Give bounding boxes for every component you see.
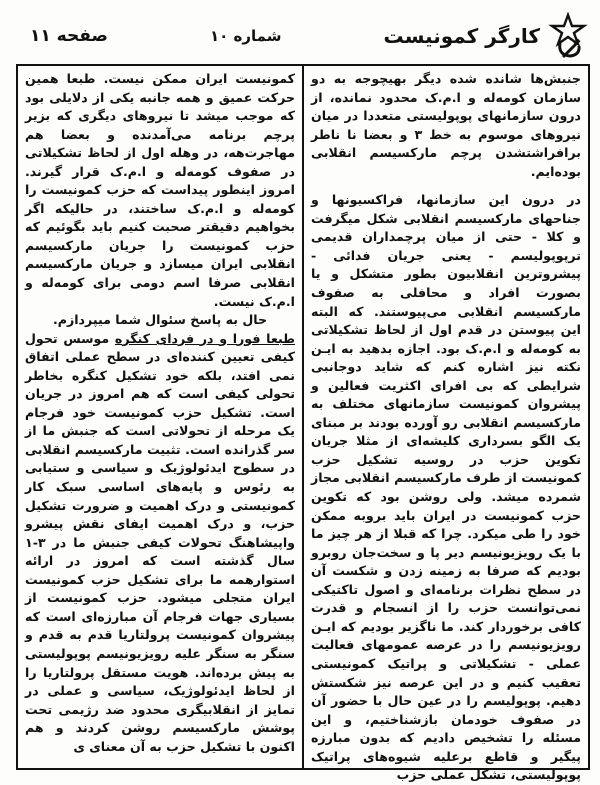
left-paragraph-3-text: موسس تحول کیفی تعیین کننده‌ای در سطح عملی اتفاق نمی افتد، بلکه خود تشکیل کنگره بخاطر تحولی کیفی است که هم امروز در جریان است. تشکیل حزب کمونیست خود فرجام یک مرحله از تحولاتی است که جنبش ما از سر گذرانده است. تثبیت مارکسیسم انقلابی در سطوح ایدئولوژیک و سیاسی و ستیابی به رئوس و پایه‌های اساسی سبک کار کمونیستی و درک اهمیت و ضرورت تشکیل حزب، و درک اهمیت ایفای نقش پیشرو واپیشاهنگ تحولات کیفی جنبش ما در ۳-۱ سال گذشته است که امروز در ارائه استوارهمه ما برای تشکیل حزب کمونیست ایران متجلی میشود. حزب کمونیست از بسیاری جهات فرجام آن مبارزه‌ای است که پیشروان کمونیست پرولتاریا قدم به قدم و سنگر به سنگر علیه رویزیونیسم پوپولیستی به پیش برده‌اند. هویت مستقل پرولتاریا را از لحاظ ایدئولوژیک، سیاسی و عملی در تمایز از انقلابیگری محدود ضد رژیمی تحت پوشش مارکسیسم روشن کردند و هم اکنون با تشکیل حزب به آن معنای ی: [25, 330, 295, 754]
right-paragraph-1: جنبش‌ها شانده شده دیگر بهیچوجه به دو سازمان کومه‌له و ا.م.ک محدود نمانده، از درون سازمانهای پوپولیستی متعددا در میان نیروهای موسوم به خط ۳ و بعضا نا ناطر برافراشتشدن پرچم مارکسیسم انقلابی بوده‌ایم.: [311, 71, 581, 179]
right-paragraph-2: در درون این سازمانها، فراکسیونها و جناحهای مارکسیسم انقلابی شکل میگرفت و کلا - حتی از میان پرچمداران قدیمی ترپوپولیسم - یعنی جریان فدائی - پیشروترین انقلابیون بطور متشکل و یا بصورت افراد و محافلی به صفوف مارکسیسم انقلابی می‌پیوستند. که البته این پیوستن در قدم اول از لحاظ تشکیلاتی به کومه‌له و ا.م.ک بود. اجازه بدهید به ایـن نکته نیز اشاره کنم که شاید دوجانبی شرایطی که بی افرای اکثریت فعالین و پیشروان کمونیست سازمانهای مختلف به مارکسیسم انقلابی رو آورده بودند بر مبنای یک الگو بسرداری کلیشه‌ای از مثلا جریان تکوین حزب در روسیه تشکیل حزب کمونیست از طرف مارکسیسم انقلابی مجاز شمرده میشد. ولی روشن بود که تکوین حزب کمونیست در ایران باید بروبه ممکن خود را طی میکرد. چرا که قبلا از هر چیز ما با یک رویزیونیسم دیر پا و سخت‌جان روبرو بودیم که صرفا به زمینه زدن و شکست آن در سطح نظرات برنامه‌ای و اصول تاکتیکی نمی‌توانست حزب را از انسجام و قدرت کافی برخوردار کند. ما ناگزیر بودیم که ایـن رویزیونیسم را در عرصه عمومهای فعالیت عملی - تشکیلاتی و پراتیک کمونیستی تعقیب کنیم و در این عرصه نیز شکستش دهیم. پوپولیسم را در عین حال با حضور آن در صفوف خودمان بازشناختیم، و این مسئله را تشخیص دادیم که بدون مبارزه پیگیر و قاطع برعلیه شیوه‌های پراتیک پوپولیستی، تشکل عملی حزب: [311, 192, 581, 783]
hammer-sickle-star-icon: [546, 13, 590, 59]
page-number: صفحه ۱۱: [30, 26, 108, 46]
publication-name: کارگر کمونیست: [383, 24, 540, 48]
article-frame: [16, 64, 590, 783]
left-lead-line: حال به پاسخ سئوال شما میپردازم.: [52, 312, 268, 328]
publication-brand: [384, 13, 592, 59]
column-left: [18, 66, 302, 768]
column-right: [302, 66, 588, 783]
issue-number: شماره ۱۰: [209, 27, 282, 45]
left-paragraph-3: [25, 330, 295, 757]
masthead: [8, 8, 592, 64]
left-paragraph-1: کمونیست ایران ممکن نیست. طبعا همین حرکت عمیق و همه جانبه یکی از دلایلی بود که موجب میشد تا نیروهای دیگری که بزیر پرچم برنامه می‌آمدنده و بعضا هم مهاجرت‌هه، در وهله اول از لحاظ تشکیلاتی در صفوف کومه‌له و ا.م.ک قرار گیرند. امروز اینطور پیداست که حزب کمونیست را کومه‌له و ا.م.ک ساختند، در حالیکه اگر بخواهیم دقیقتر صحبت کنیم باید بگوئیم که حزب کمونیست را جریان مارکسیسم انقلابی ایران میسازد و جریان مارکسیسم انقلابی صرفا اسم دومی برای کومه‌له و ا.م.ک نیست.: [25, 71, 295, 309]
underlined-phrase: طبعا فورا و در فردای کنگره: [114, 330, 295, 346]
